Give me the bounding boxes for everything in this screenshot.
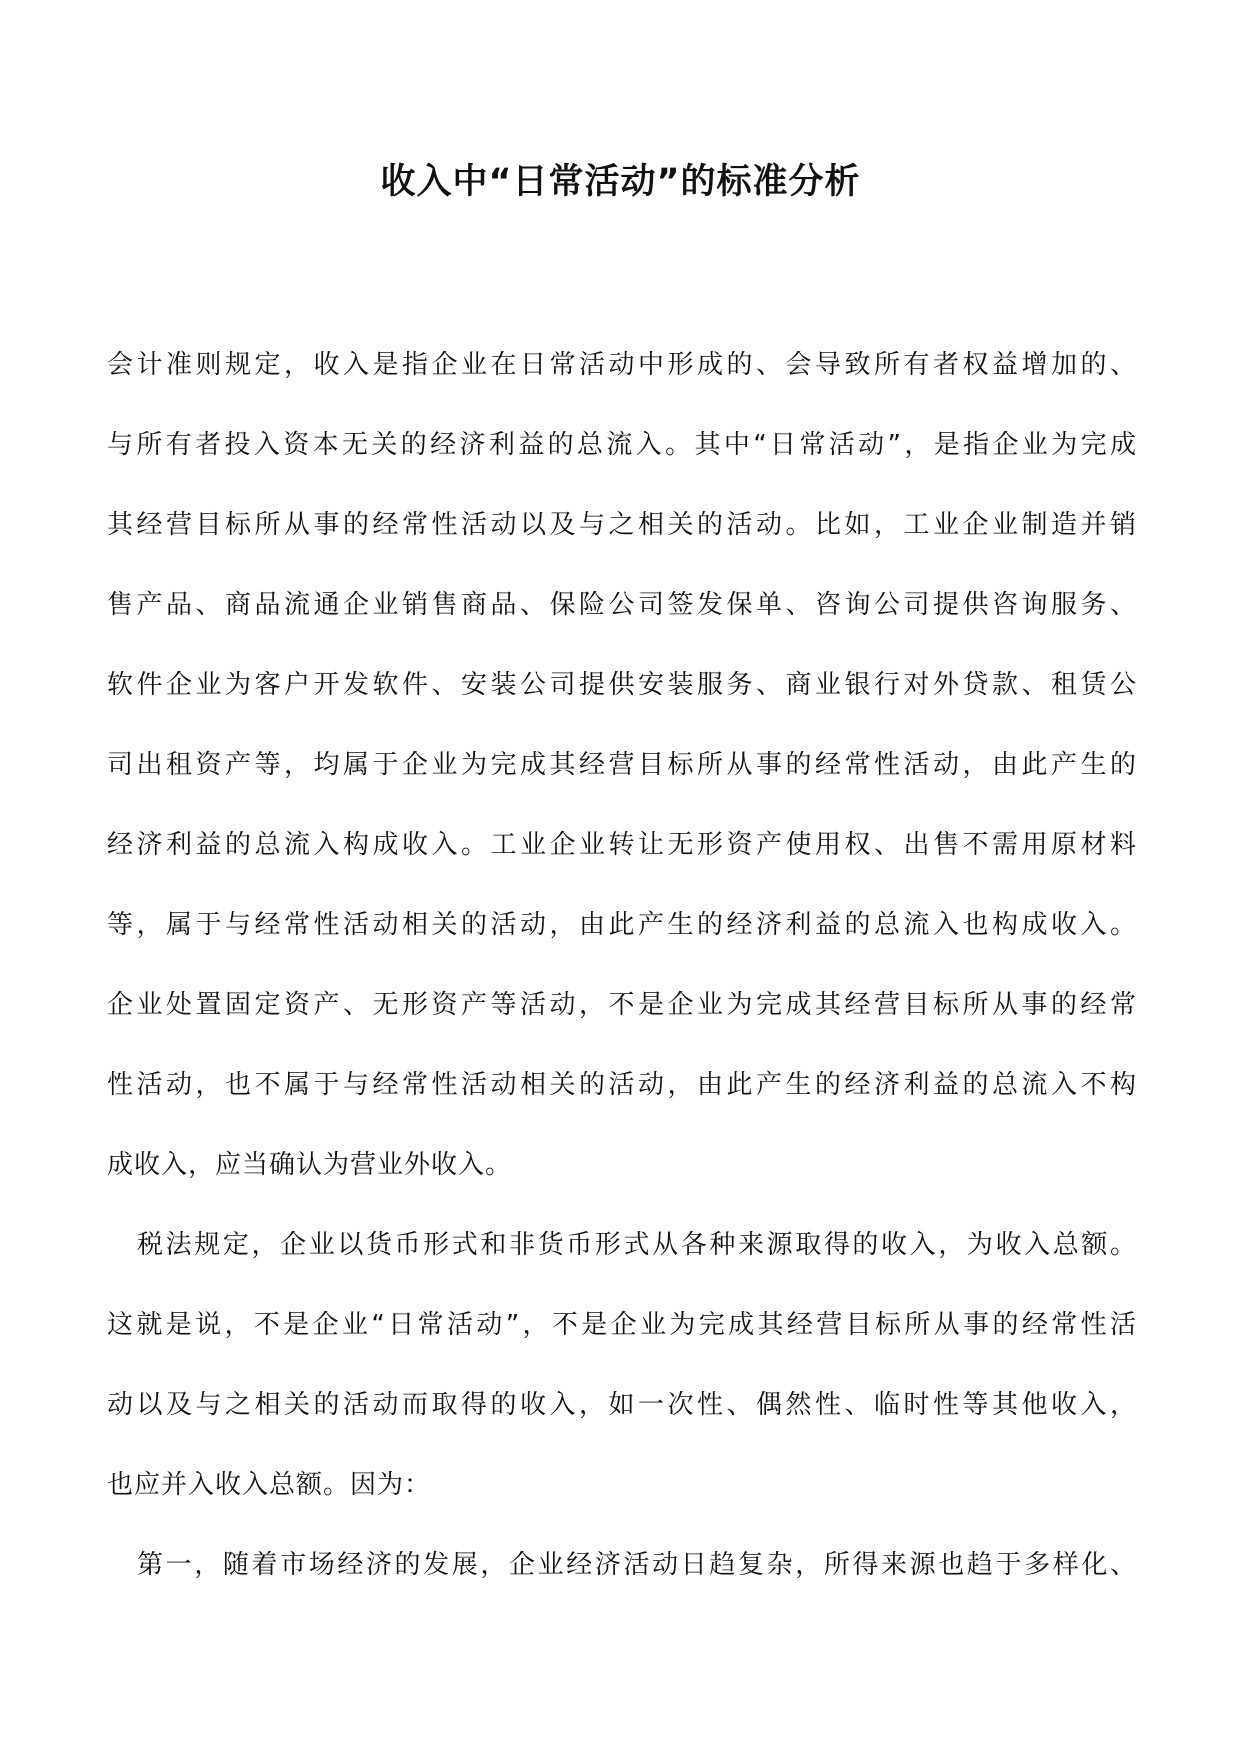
paragraph-line: 软件企业为客户开发软件、安装公司提供安装服务、商业银行对外贷款、租赁公 — [107, 670, 1137, 700]
paragraph-line: 等，属于与经常性活动相关的活动，由此产生的经济利益的总流入也构成收入。 — [107, 910, 1137, 940]
paragraph-line: 司出租资产等，均属于企业为完成其经营目标所从事的经常性活动，由此产生的 — [107, 750, 1137, 780]
paragraph-line: 与所有者投入资本无关的经济利益的总流入。其中“日常活动”，是指企业为完成 — [107, 430, 1137, 460]
document-title: 收入中“日常活动”的标准分析 — [380, 162, 861, 202]
paragraph-line: 其经营目标所从事的经常性活动以及与之相关的活动。比如，工业企业制造并销 — [107, 510, 1137, 540]
paragraph-line: 税法规定，企业以货币形式和非货币形式从各种来源取得的收入，为收入总额。 — [137, 1230, 1137, 1260]
paragraph-line: 动以及与之相关的活动而取得的收入，如一次性、偶然性、临时性等其他收入， — [107, 1390, 1137, 1420]
paragraph-line: 成收入，应当确认为营业外收入。 — [107, 1150, 513, 1180]
paragraph-line: 第一，随着市场经济的发展，企业经济活动日趋复杂，所得来源也趋于多样化、 — [137, 1550, 1137, 1580]
paragraph-line: 性活动，也不属于与经常性活动相关的活动，由此产生的经济利益的总流入不构 — [107, 1070, 1137, 1100]
paragraph-line: 经济利益的总流入构成收入。工业企业转让无形资产使用权、出售不需用原材料 — [107, 830, 1137, 860]
paragraph-line: 售产品、商品流通企业销售商品、保险公司签发保单、咨询公司提供咨询服务、 — [107, 590, 1137, 620]
paragraph-line: 会计准则规定，收入是指企业在日常活动中形成的、会导致所有者权益增加的、 — [107, 350, 1137, 380]
paragraph-line: 这就是说，不是企业“日常活动”，不是企业为完成其经营目标所从事的经常性活 — [107, 1310, 1137, 1340]
paragraph-line: 企业处置固定资产、无形资产等活动，不是企业为完成其经营目标所从事的经常 — [107, 990, 1137, 1020]
paragraph-line: 也应并入收入总额。因为： — [107, 1470, 432, 1500]
